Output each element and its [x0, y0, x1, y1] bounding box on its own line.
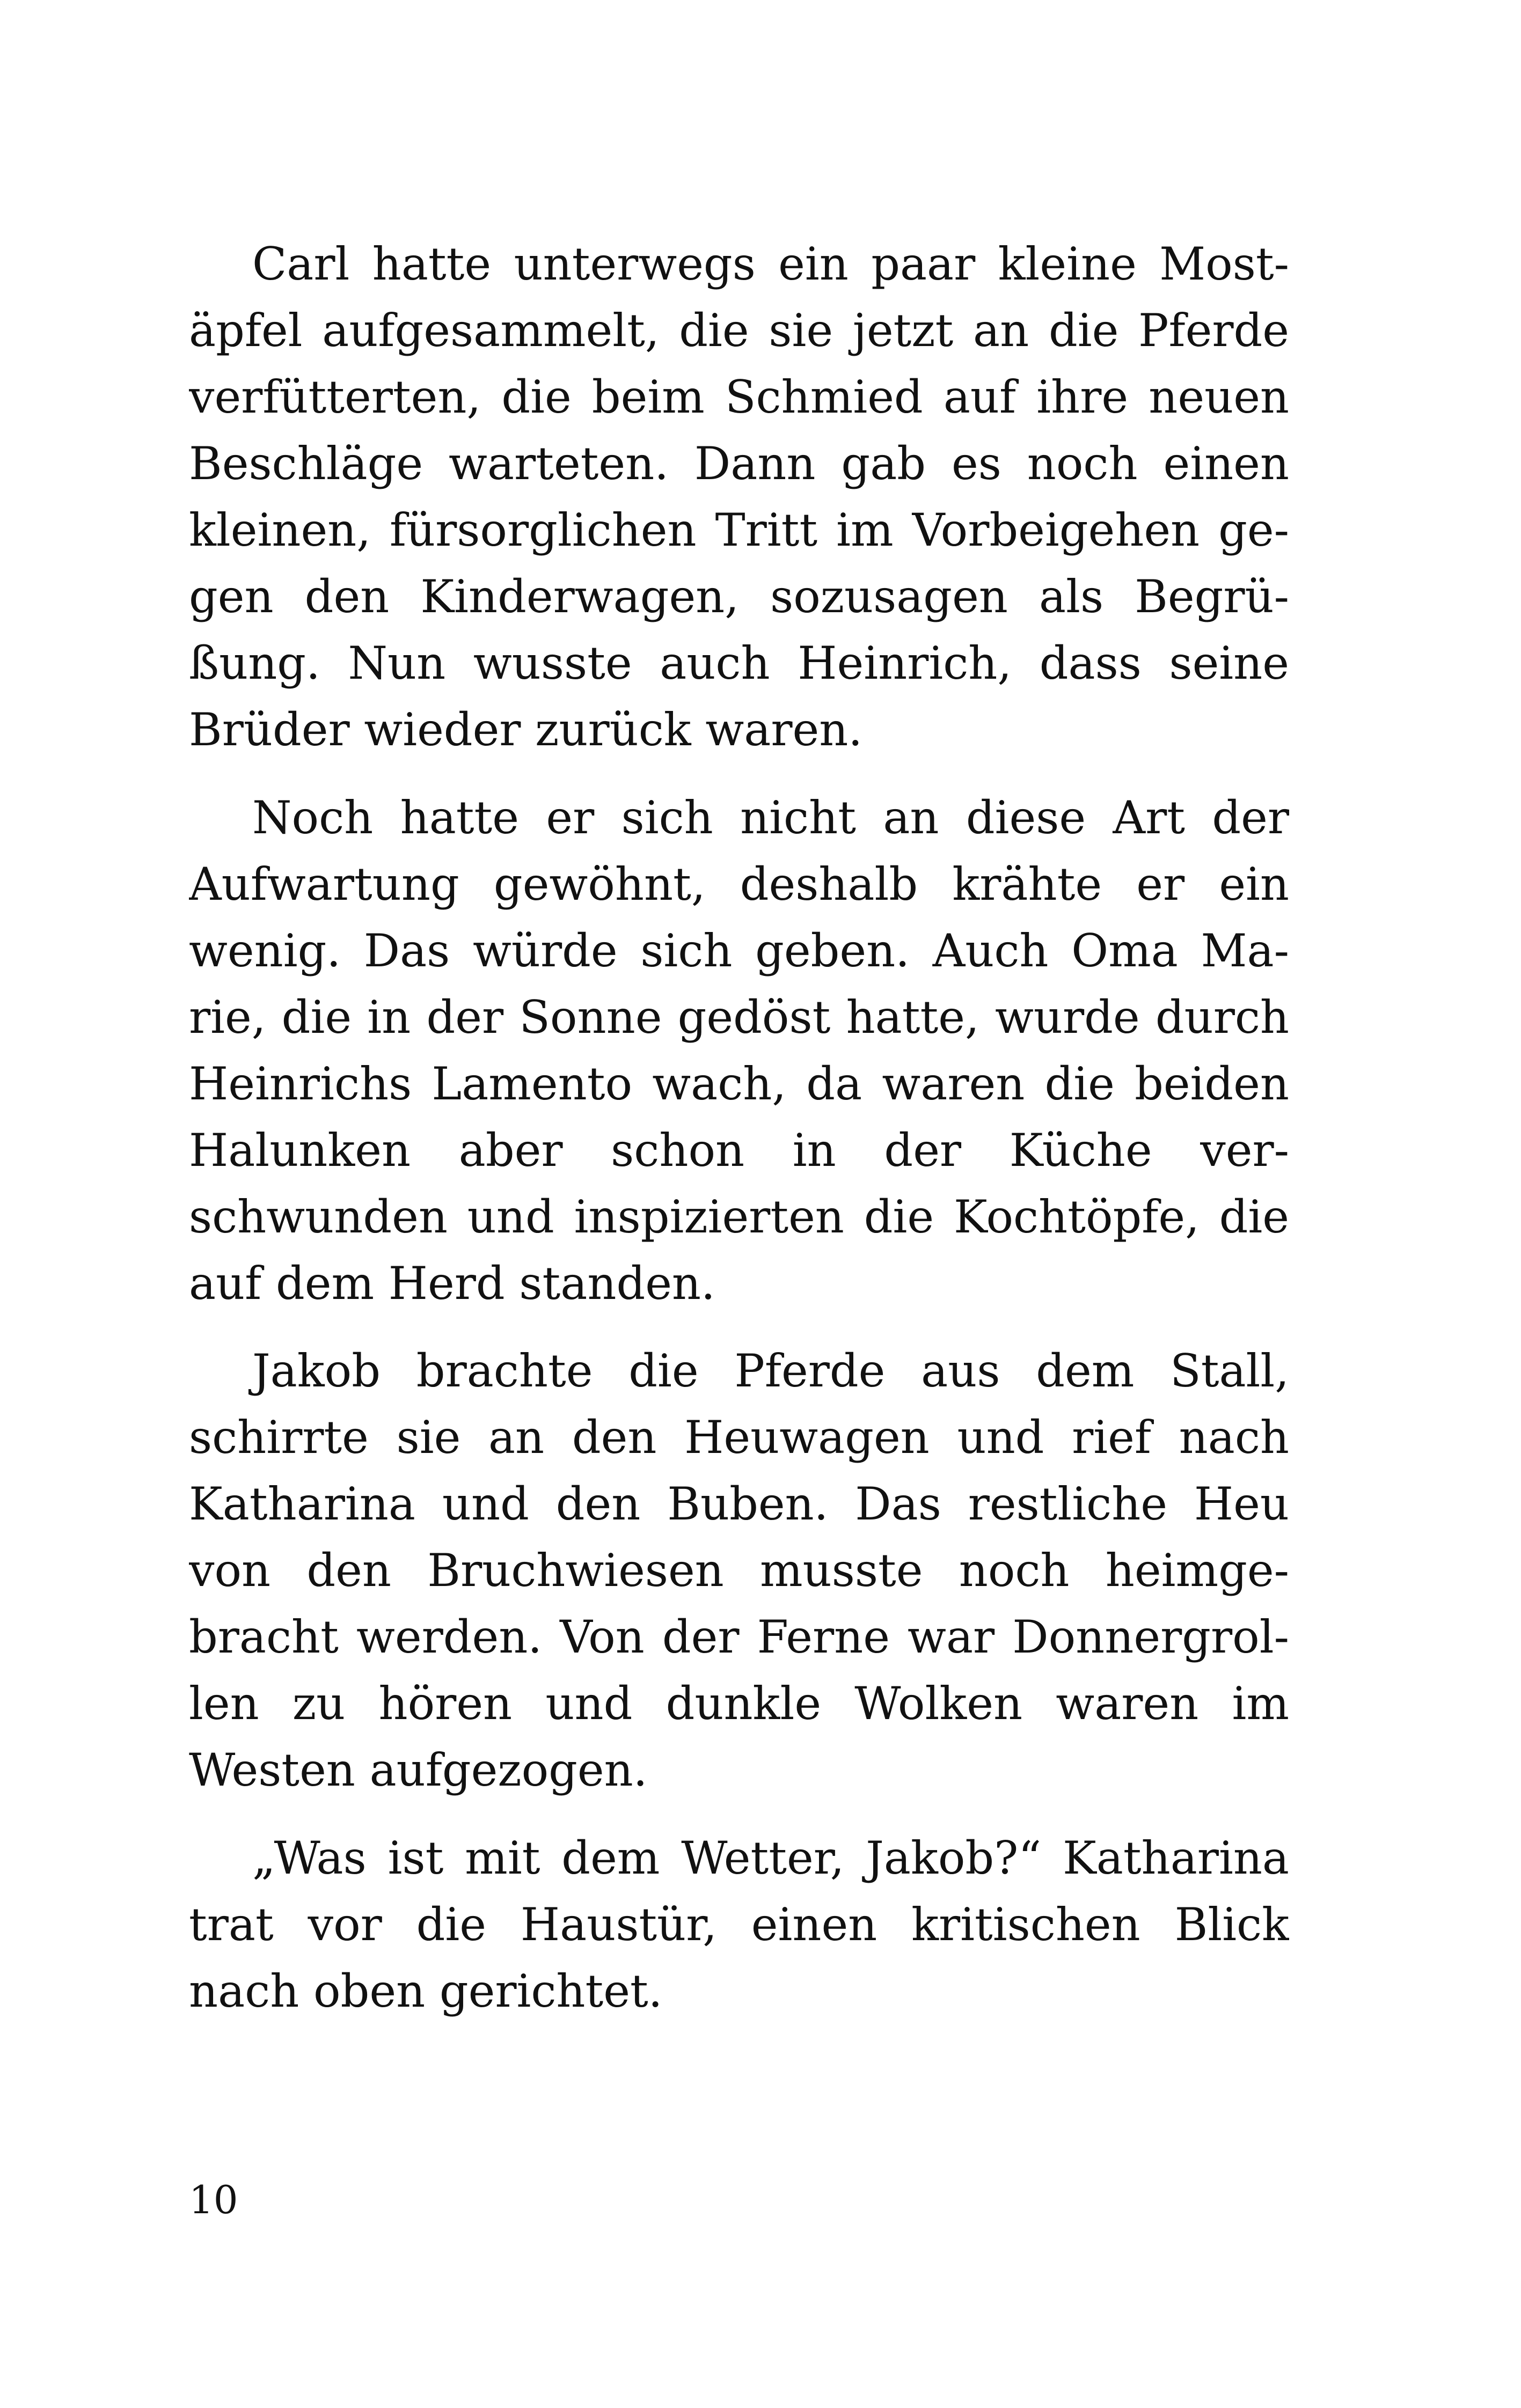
page-number: 10 [189, 2177, 238, 2222]
text-line: wenig. Das würde sich geben. Auch Oma Ma- [189, 924, 1289, 977]
text-line: Noch hatte er sich nicht an diese Art der [252, 791, 1289, 844]
text-line: schirrte sie an den Heuwagen und rief nach [189, 1411, 1289, 1464]
text-line: „Was ist mit dem Wetter, Jakob?“ Katharina [252, 1832, 1289, 1884]
text-line: Katharina und den Buben. Das restliche Heu [189, 1478, 1289, 1530]
text-line: kleinen, fürsorglichen Tritt im Vorbeigehen ge- [189, 504, 1289, 556]
text-line: von den Bruchwiesen musste noch heimge- [189, 1544, 1289, 1597]
text-line: rie, die in der Sonne gedöst hatte, wurde durch [189, 991, 1289, 1044]
text-line: gen den Kinderwagen, sozusagen als Begrü- [189, 570, 1289, 623]
text-line: Jakob brachte die Pferde aus dem Stall, [252, 1345, 1289, 1397]
text-line: schwunden und inspizierten die Kochtöpfe, die [189, 1191, 1289, 1243]
text-line: Aufwartung gewöhnt, deshalb krähte er ein [189, 858, 1289, 911]
paragraph-2 [189, 784, 1289, 1317]
text-line: len zu hören und dunkle Wolken waren im [189, 1677, 1289, 1730]
text-line: Beschläge warteten. Dann gab es noch einen [189, 437, 1289, 490]
text-line: bracht werden. Von der Ferne war Donnergrol- [189, 1611, 1289, 1663]
text-line: Brüder wieder zurück waren. [189, 703, 863, 756]
text-line: Carl hatte unterwegs ein paar kleine Most- [252, 238, 1289, 290]
text-line: Westen aufgezogen. [189, 1744, 648, 1796]
text-line: nach oben gerichtet. [189, 1965, 663, 2017]
text-line: Halunken aber schon in der Küche ver- [189, 1124, 1289, 1177]
paragraph-4 [189, 1825, 1289, 2024]
text-line: Heinrichs Lamento wach, da waren die beiden [189, 1058, 1289, 1110]
text-line: auf dem Herd standen. [189, 1257, 715, 1310]
text-line: trat vor die Haustür, einen kritischen Blick [189, 1898, 1289, 1951]
text-line: äpfel aufgesammelt, die sie jetzt an die Pferde [189, 304, 1289, 357]
paragraph-3 [189, 1338, 1289, 1803]
text-line: verfütterten, die beim Schmied auf ihre neuen [189, 371, 1289, 423]
paragraph-1 [189, 231, 1289, 763]
text-line: ßung. Nun wusste auch Heinrich, dass seine [189, 637, 1289, 689]
